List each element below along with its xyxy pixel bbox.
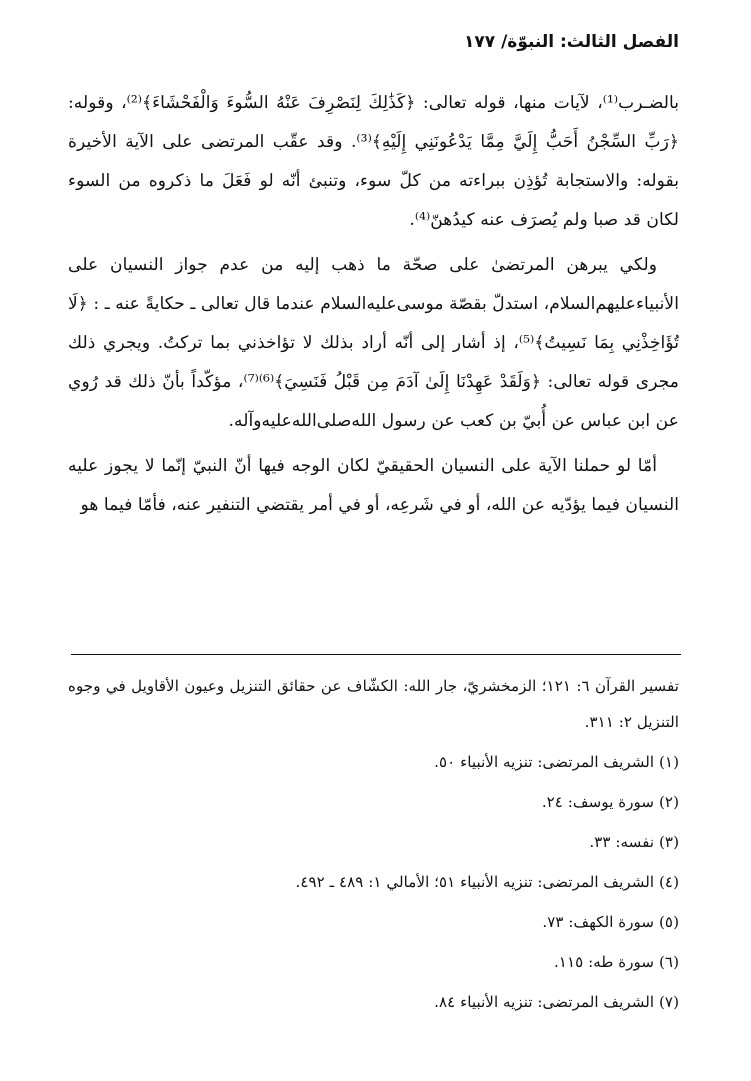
footnote-item: (٣) نفسه: ٣٣. [589,833,679,851]
footnote-item: (٢) سورة يوسف: ٢٤. [541,793,679,811]
footnote-item: (٥) سورة الكهف: ٧٣. [542,913,679,931]
paragraph-1: بالضـرب⁽¹⁾، لآيات منها، قوله تعالى: ﴿كَذَٰلِكَ لِنَصْرِفَ عَنْهُ السُّوءَ وَالْفَحْشَاءَ﴾⁽²⁾، وقوله: ﴿رَبِّ السِّجْنُ أَحَبُّ إِلَيَّ مِمَّا يَدْعُونَنِي إِلَيْهِ﴾⁽³⁾. وقد عقّب المرتضى على الآية الأخيرة بقوله: والاستجابة تُؤذِن ببراءته من كلّ سوء، وتنبئ أنّه لو فَعَلَ ما ذكروه من السوء لكان قد صبا ولم يُصرَف عنه كيدُهنّ⁽⁴⁾. [68,93,680,230]
footnote-item: (٦) سورة طه: ١١٥. [553,953,679,971]
footnote-item: (٤) الشريف المرتضى: تنزيه الأنبياء ٥١؛ الأمالي ١: ٤٨٩ ـ ٤٩٢. [295,873,679,891]
footnote-item: (١) الشريف المرتضى: تنزيه الأنبياء ٥٠. [434,753,679,771]
footnotes [68,668,679,1024]
running-header: الفصل الثالث: النبوّة/ ١٧٧ [464,32,679,52]
main-text [68,84,679,531]
paragraph-2: ولكي يبرهن المرتضىٰ على صحّة ما ذهب إليه من عدم جواز النسيان على الأنبياء‌عليهم‌السلام، استدلّ بقصّة موسى‌عليه‌السلام عندما قال تعالى ـ حكايةً عنه ـ : ﴿لَا تُؤَاخِذْنِي بِمَا نَسِيتُ﴾⁽⁵⁾، إذ أشار إلى أنّه أراد بذلك لا تؤاخذني بما تركتُ. ويجري ذلك مجرى قوله تعالى: ﴿وَلَقَدْ عَهِدْنَا إِلَىٰ آدَمَ مِن قَبْلُ فَنَسِيَ﴾⁽⁶⁾⁽⁷⁾، مؤكّداً بأنّ ذلك قد رُوي عن ابن عباس عن أُبيّ بن كعب عن رسول الله‌صلى‌الله‌عليه‌وآله. [68,255,679,431]
footnote-separator [71,654,681,655]
footnote-continued: تفسير القرآن ٦: ١٢١؛ الزمخشريّ، جار الله: الكشّاف عن حقائق التنزيل وعيون الأقاويل في وجوه التنزيل ٢: ٣١١. [68,677,680,731]
footnote-list [68,744,679,1020]
footnote-item: (٧) الشريف المرتضى: تنزيه الأنبياء ٨٤. [434,993,679,1011]
paragraph-3: أمّا لو حملنا الآية على النسيان الحقيقيّ لكان الوجه فيها أنّ النبيّ إنّما لا يجوز عليه النسيان فيما يؤدّيه عن الله، أو في شَرعِه، أو في أمر يقتضي التنفير عنه، فأمّا فيما هو [68,456,679,515]
